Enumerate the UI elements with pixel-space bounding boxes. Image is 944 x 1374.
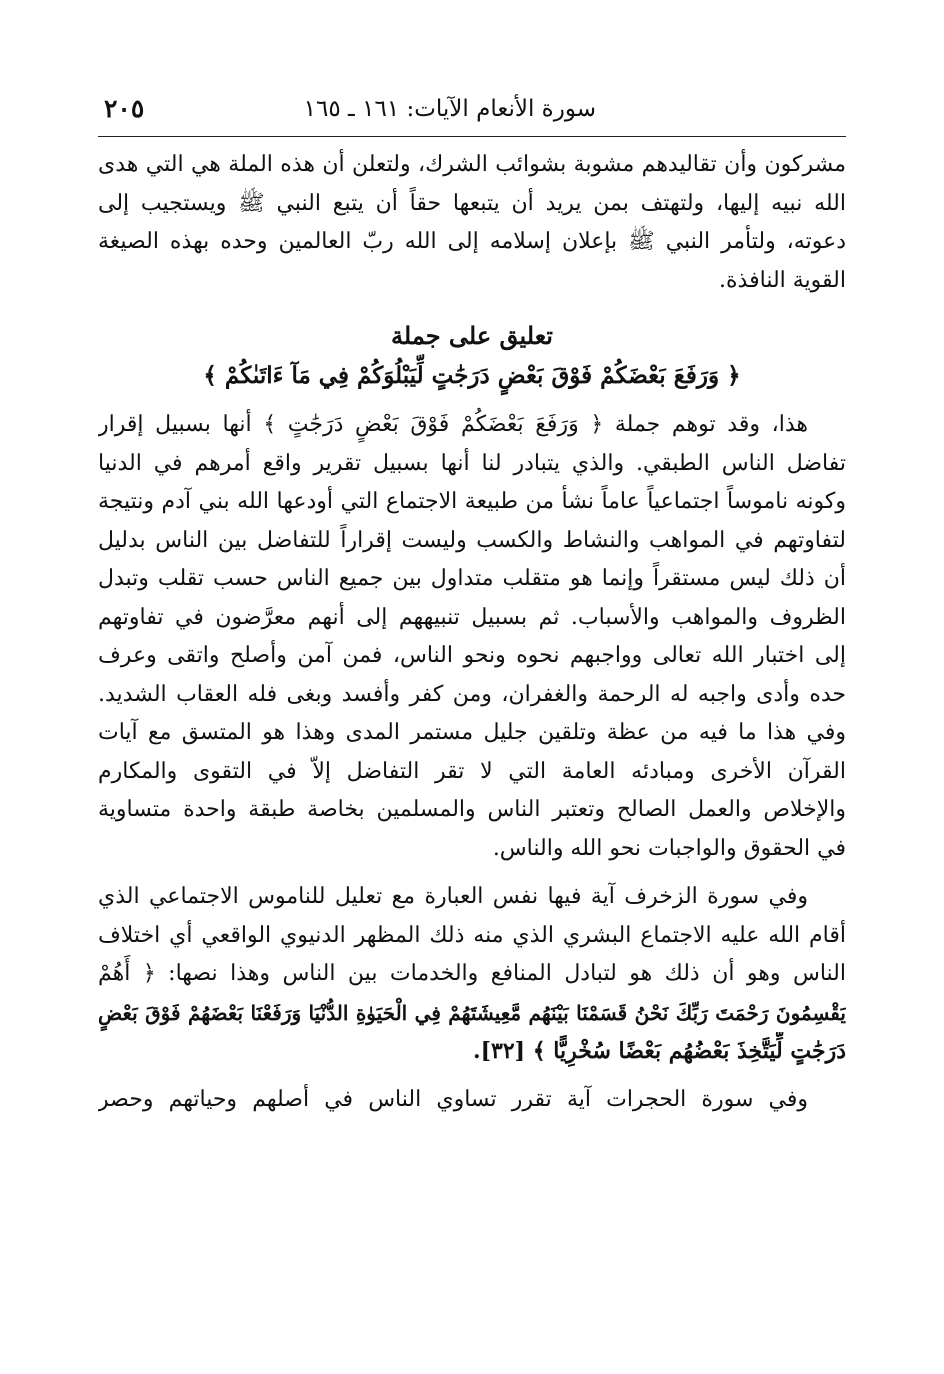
section-title: تعليق على جملة <box>391 321 553 350</box>
text-line: في الحقوق والواجبات نحو الله والناس. <box>492 835 846 861</box>
paragraph-2 <box>98 406 846 868</box>
running-title: سورة الأنعام الآيات: ١٦١ ـ ١٦٥ <box>303 96 596 122</box>
spacer <box>98 300 846 316</box>
text-line: وفي سورة الحجرات آية تقرر تساوي الناس في أصلهم وحياتهم وحصر <box>98 1086 808 1112</box>
text-line: الظروف والمواهب والأسباب. ثم بسبيل تنبيههم إلى أنهم معرَّضون في تفاوتهم <box>98 604 846 630</box>
text-line: هذا، وقد توهم جملة ﴿ وَرَفَعَ بَعْضَكُمْ فَوْقَ بَعْضٍ دَرَجَٰتٍ ﴾ أنها بسبيل إقرار <box>98 412 808 437</box>
header-divider <box>98 136 846 137</box>
text-line: الله نبيه إليها، ولتهتف بمن يريد أن يتبعها حقاً أن يتبع النبي ﷺ ويستجيب إلى <box>98 190 846 216</box>
quran-verse-line: دَرَجَٰتٍ لِّيَتَّخِذَ بَعْضُهُم بَعْضًا سُخْرِيًّا ﴾ [٣٢]. <box>472 1038 846 1064</box>
text-line: أقام الله عليه الاجتماع البشري الذي منه ذلك المظهر الدنيوي الواقعي أي اختلاف <box>98 922 846 948</box>
spacer <box>98 396 846 406</box>
text-line: القرآن الأخرى ومبادئه العامة التي لا تقر التفاضل إلاّ في التقوى والمكارم <box>98 758 846 784</box>
page-body <box>98 146 846 1119</box>
page-number: ٢٠٥ <box>104 94 145 123</box>
paragraph-1 <box>98 146 846 300</box>
text-line: وكونه ناموساً اجتماعياً عاماً نشأ من طبيعة الاجتماع التي أودعها الله بني آدم ونتيجة <box>98 489 846 514</box>
text-line: وفي سورة الزخرف آية فيها نفس العبارة مع تعليل للناموس الاجتماعي الذي <box>98 884 808 909</box>
text-line: إلى اختبار الله تعالى وواجبهم نحوه ونحو الناس، فمن آمن وأصلح واتقى وعرف <box>98 643 846 668</box>
paragraph-4 <box>98 1081 846 1120</box>
text-line: تفاضل الناس الطبقي. والذي يتبادر لنا أنها بسبيل تقرير واقع أمرهم في الدنيا <box>98 450 846 476</box>
quran-verse-line: يَقْسِمُونَ رَحْمَتَ رَبِّكَ نَحْنُ قَسَمْنَا بَيْنَهُم مَّعِيشَتَهُمْ فِي الْحَيَوٰةِ الدُّنْيَا وَرَفَعْنَا بَعْضَهُمْ فَوْقَ بَعْضٍ <box>98 1000 846 1025</box>
text-line: والإخلاص والعمل الصالح وتعتبر الناس والمسلمين بخاصة طبقة واحدة متساوية <box>98 797 846 822</box>
text-line: القوية النافذة. <box>719 267 846 293</box>
text-line: الناس وهو أن ذلك هو لتبادل المنافع والخدمات بين الناس وهذا نصها: ﴿ أَهُمْ <box>98 961 846 986</box>
text-line: دعوته، ولتأمر النبي ﷺ بإعلان إسلامه إلى الله ربّ العالمين وحده بهذه الصيغة <box>98 229 846 254</box>
section-heading <box>98 316 846 396</box>
paragraph-3 <box>98 878 846 1071</box>
section-verse: ﴿ وَرَفَعَ بَعْضَكُمْ فَوْقَ بَعْضٍ دَرَجَٰتٍ لِّيَبْلُوَكُمْ فِي مَآ ءَاتَىٰكُمْ ﴾ <box>203 362 741 389</box>
text-line: مشركون وأن تقاليدهم مشوبة بشوائب الشرك، ولتعلن أن هذه الملة هي التي هدى <box>98 152 846 177</box>
text-line: حده وأدى واجبه له الرحمة والغفران، ومن كفر وأفسد وبغى فله العقاب الشديد. <box>98 681 846 707</box>
spacer <box>98 868 846 878</box>
text-line: وفي هذا ما فيه من عظة وتلقين جليل مستمر المدى وهذا هو المتسق مع آيات <box>98 720 846 745</box>
text-line: أن ذلك ليس مستقراً وإنما هو متقلب متداول بين جميع الناس حسب تقلب وتبدل <box>98 566 846 591</box>
page-header <box>98 92 846 132</box>
spacer <box>98 1071 846 1081</box>
text-line: لتفاوتهم في المواهب والنشاط والكسب وليست إقراراً للتفاضل بين الناس بدليل <box>98 527 846 553</box>
